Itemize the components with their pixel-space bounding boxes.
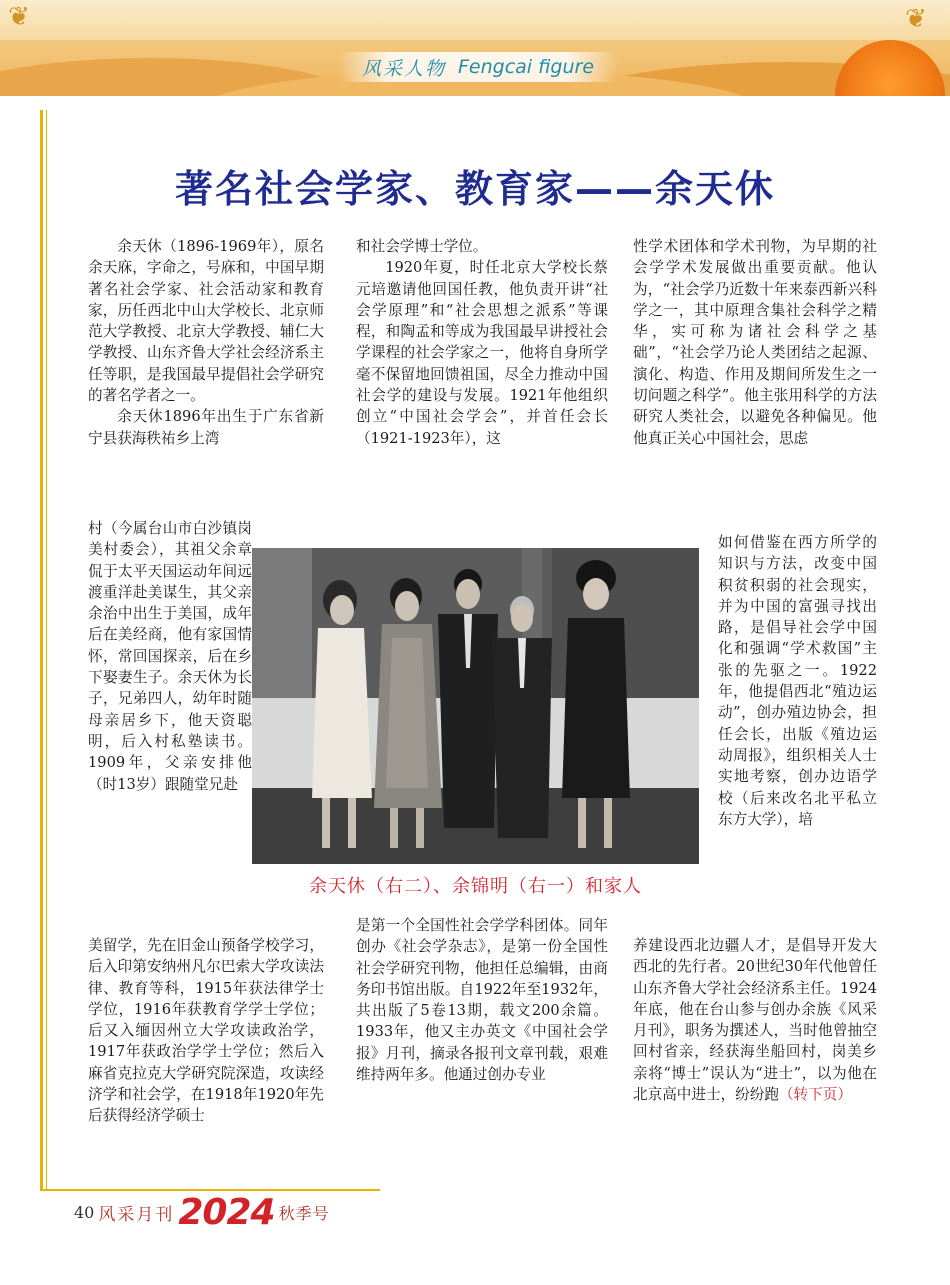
page-number: 40 (74, 1202, 95, 1222)
paragraph: 美留学，先在旧金山预备学校学习，后入印第安纳州凡尔巴索大学攻读法律、教育等科，1915年获法律学士学位，1916年获教育学学士学位；后又入缅因州立大学攻读政治学，1917年获政治学学士学位；然后入麻省克拉克大学研究院深造，攻读经济学和社会学，在1918年1920年先后获得经济学硕士 (88, 937, 324, 1125)
paragraph: 性学术团体和学术刊物，为早期的社会学学术发展做出重要贡献。他认为，“社会学乃近数十年来泰西新兴科学之一，其中原理含集社会科学之精华，实可称为诸社会科学之基础”，“社会学乃论人类团结之起源、演化、构造、作用及期间所发生之一切问题之科学”。他主张用科学的方法研究人类社会，以避免各种偏见。他他真正关心中国社会，思虑 (633, 238, 877, 447)
paragraph: 如何借鉴在西方所学的知识与方法，改变中国积贫积弱的社会现实，并为中国的富强寻找出路，是倡导社会学中国化和强调“学术救国”主张的先驱之一。1922年，他提倡西北“殖边运动”，创办殖边协会，担任会长，出版《殖边运动周报》，组织相关人士实地考察，创办边语学校（后来改名北平私立东方大学），培 (718, 534, 877, 828)
paragraph-text: 养建设西北边疆人才，是倡导开发大西北的先行者。20世纪30年代他曾任山东齐鲁大学社会经济系主任。1924年底，他在台山参与创办余族《风采月刊》，职务为撰述人，当时他曾抽空回村省亲，经获海坐船回村，岗美乡亲将“博士”误认为“进士”，以为他在北京高中进士，纷纷跑 (633, 937, 877, 1104)
page-frame-line (40, 110, 43, 1190)
paragraph (633, 935, 877, 1105)
family-photo (252, 548, 699, 864)
paragraph: 是第一个全国性社会学学科团体。同年创办《社会学杂志》，是第一份全国性社会学研究刊物，他担任总编辑，由商务印书馆出版。自1922年至1932年，共出版了5卷13期，载文200余篇。1933年，他又主办英文《中国社会学报》月刊，摘录各报刊文章刊载，艰难维持两年多。他通过创办专业 (356, 917, 608, 1084)
article-column-3-bottom (633, 935, 877, 1105)
wheat-icon: ❦ (905, 4, 927, 34)
article-column-3-wrap (718, 532, 877, 830)
paragraph: 和社会学博士学位。 (356, 238, 488, 255)
article-title: 著名社会学家、教育家——余天休 (174, 167, 775, 211)
article-column-1-top (88, 236, 324, 449)
issue-season: 秋季号 (278, 1203, 330, 1223)
article-column-1-wrap (88, 518, 252, 795)
continued-marker: （转下页） (778, 1086, 852, 1104)
article-column-2-bottom (356, 915, 608, 1085)
section-label (338, 52, 618, 82)
header-banner (0, 0, 950, 96)
section-label-cn: 风采人物 (361, 57, 446, 80)
article-column-2-top (356, 236, 608, 449)
issue-year: 2024 (178, 1191, 275, 1233)
article-column-1-bottom (88, 935, 324, 1127)
paragraph: 村（今属台山市白沙镇岗美村委会），其祖父余章侃于太平天国运动年间远渡重洋赴美谋生，其父亲余治中出生于美国，成年后在美经商，他有家国情怀，常回国探亲，后在乡下娶妻生子。余天休为长子，兄弟四人，幼年时随母亲居乡下，他天资聪明，后入村私塾读书。1909年，父亲安排他（时13岁）跟随堂兄赴 (88, 520, 252, 793)
page-footer (74, 1192, 330, 1232)
page-frame-line (46, 110, 47, 1190)
photo-caption: 余天休（右二）、余锦明（右一）和家人 (309, 876, 642, 897)
wheat-icon: ❦ (8, 2, 30, 32)
family-photo-illustration (252, 548, 699, 864)
banner-sky (0, 0, 950, 40)
harvest-basket-icon (835, 40, 945, 96)
paragraph: 余天休（1896-1969年），原名余天庥，字命之，号庥和，中国早期著名社会学家、社会活动家和教育家，历任西北中山大学校长、北京师范大学教授、北京大学教授、辅仁大学教授、山东齐鲁大学社会经济系主任等职，是我国最早提倡社会学研究的著名学者之一。 (88, 238, 324, 405)
article-column-3-top (633, 236, 877, 449)
paragraph: 余天休1896年出生于广东省新宁县获海秩祐乡上湾 (88, 408, 324, 447)
paragraph: 1920年夏，时任北京大学校长蔡元培邀请他回国任教，他负责开讲“社会学原理”和“社会思想之派系”等课程，和陶孟和等成为我国最早讲授社会学课程的社会学家之一，他将自身所学毫不保留地回馈祖国，尽全力推动中国社会学的建设与发展。1921年他组织创立“中国社会学会”，并首任会长（1921-1923年），这 (356, 259, 608, 447)
section-label-en: Fengcai figure (458, 56, 595, 78)
magazine-name: 风采月刊 (98, 1204, 175, 1225)
